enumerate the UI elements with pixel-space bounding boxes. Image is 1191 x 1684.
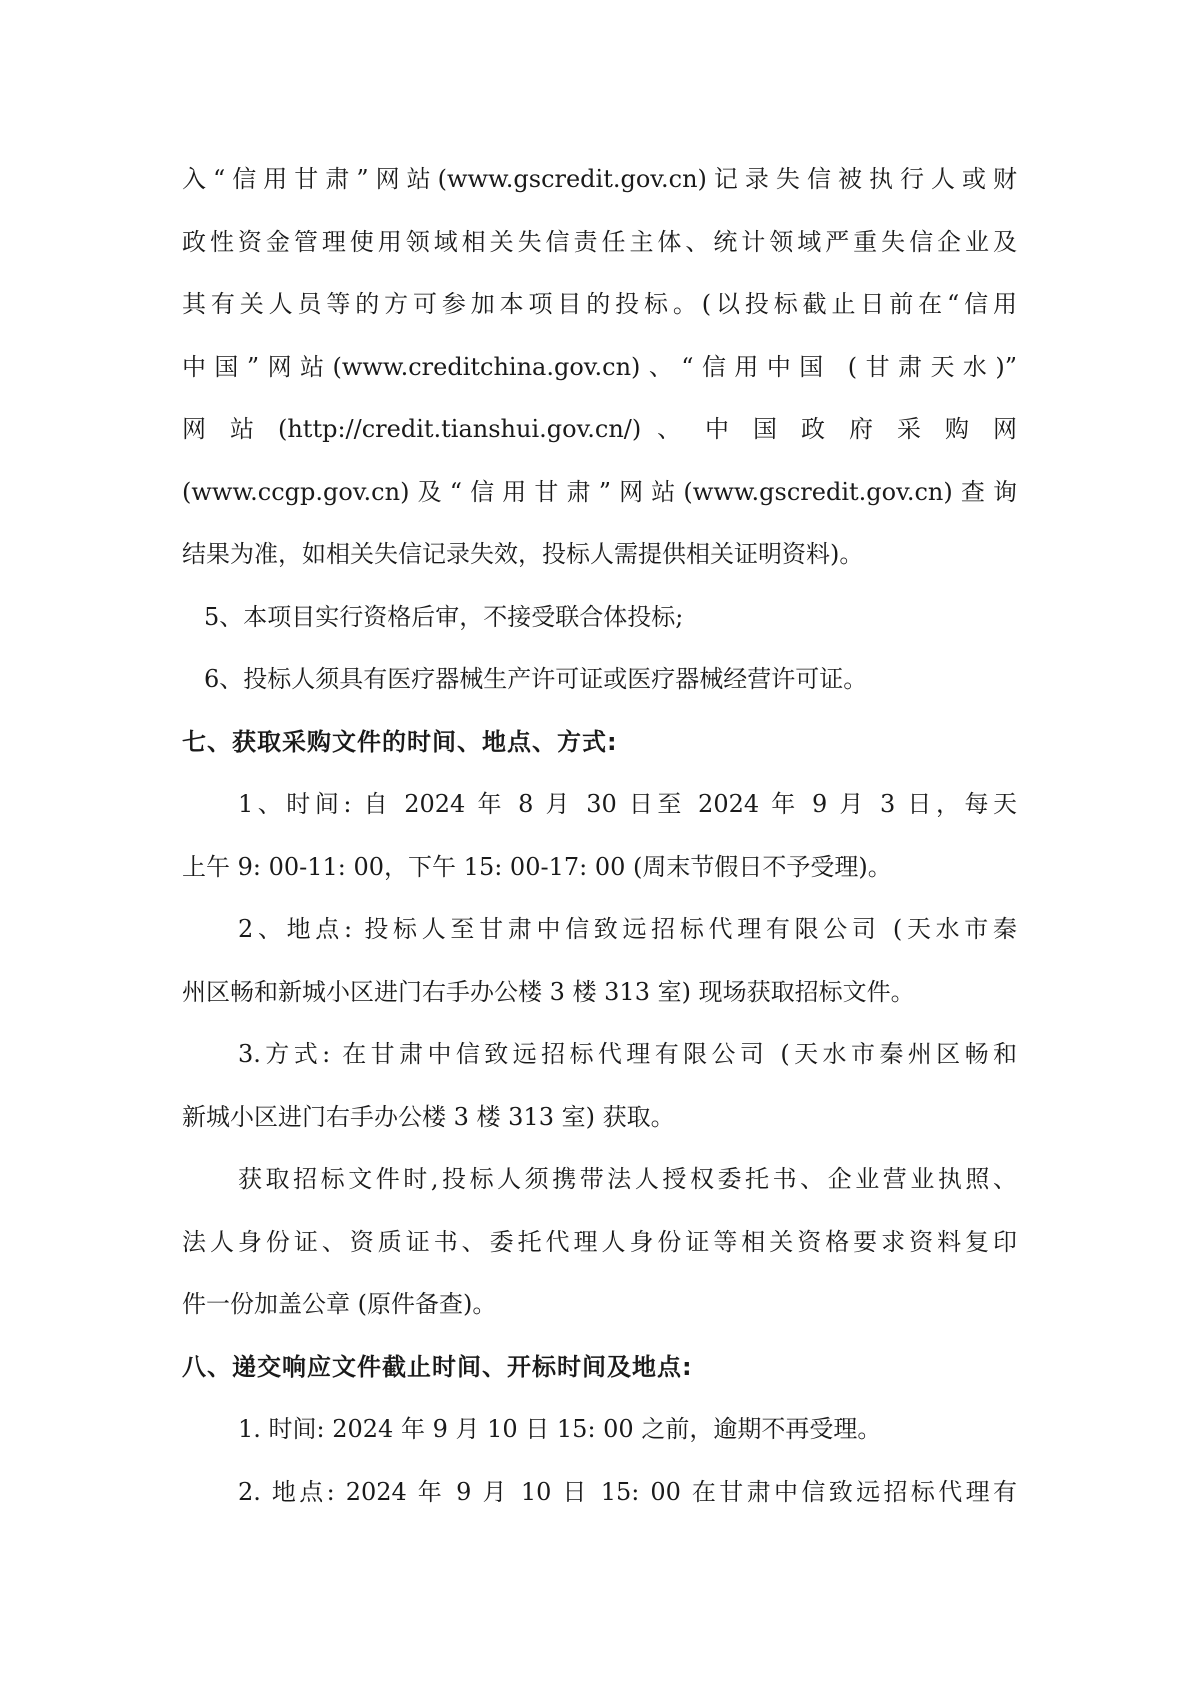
paragraph-line: 新城小区进门右手办公楼 3 楼 313 室) 获取。 [182, 1102, 675, 1131]
section-heading-8: 八、递交响应文件截止时间、开标时间及地点: [182, 1352, 693, 1381]
paragraph-line: 网 站 (http://credit.tianshui.gov.cn/) 、 中 国 政 府 采 购 网 [182, 415, 1017, 443]
paragraph-line: 1. 时间: 2024 年 9 月 10 日 15: 00 之前，逾期不再受理。 [238, 1415, 882, 1443]
paragraph-line: 法人身份证、资质证书、委托代理人身份证等相关资格要求资料复印 [182, 1227, 1017, 1256]
paragraph-line: 州区畅和新城小区进门右手办公楼 3 楼 313 室) 现场获取招标文件。 [182, 977, 915, 1006]
paragraph-line: 件一份加盖公章 (原件备查)。 [182, 1290, 497, 1318]
paragraph-line: 上午 9: 00-11: 00，下午 15: 00-17: 00 (周末节假日不予受理)。 [182, 852, 892, 881]
paragraph-line: 其有关人员等的方可参加本项目的投标。(以投标截止日前在“信用 [182, 290, 1017, 318]
paragraph-line: 获取招标文件时,投标人须携带法人授权委托书、企业营业执照、 [238, 1165, 1017, 1193]
paragraph-line: 中国”网站(www.creditchina.gov.cn)、“信用中国 (甘肃天水)” [182, 352, 1017, 381]
paragraph-line: 入“信用甘肃”网站(www.gscredit.gov.cn)记录失信被执行人或财 [182, 165, 1017, 193]
paragraph-line: 2、地点: 投标人至甘肃中信致远招标代理有限公司 (天水市秦 [238, 915, 1017, 943]
section-heading-7: 七、获取采购文件的时间、地点、方式: [182, 727, 618, 756]
paragraph-line: (www.ccgp.gov.cn)及“信用甘肃”网站(www.gscredit.gov.cn)查询 [182, 477, 1017, 506]
paragraph-line: 2. 地点: 2024 年 9 月 10 日 15: 00 在甘肃中信致远招标代理有 [238, 1477, 1017, 1506]
paragraph-line: 1、时间: 自 2024 年 8 月 30 日至 2024 年 9 月 3 日，每天 [238, 790, 1017, 818]
list-item-5: 5、本项目实行资格后审，不接受联合体投标; [204, 602, 684, 631]
list-item-6: 6、投标人须具有医疗器械生产许可证或医疗器械经营许可证。 [204, 665, 868, 693]
paragraph-line: 3.方式: 在甘肃中信致远招标代理有限公司 (天水市秦州区畅和 [238, 1040, 1017, 1068]
paragraph-line: 政性资金管理使用领域相关失信责任主体、统计领域严重失信企业及 [182, 227, 1017, 256]
paragraph-line: 结果为准，如相关失信记录失效，投标人需提供相关证明资料)。 [182, 540, 864, 568]
document-page [182, 148, 1017, 1523]
